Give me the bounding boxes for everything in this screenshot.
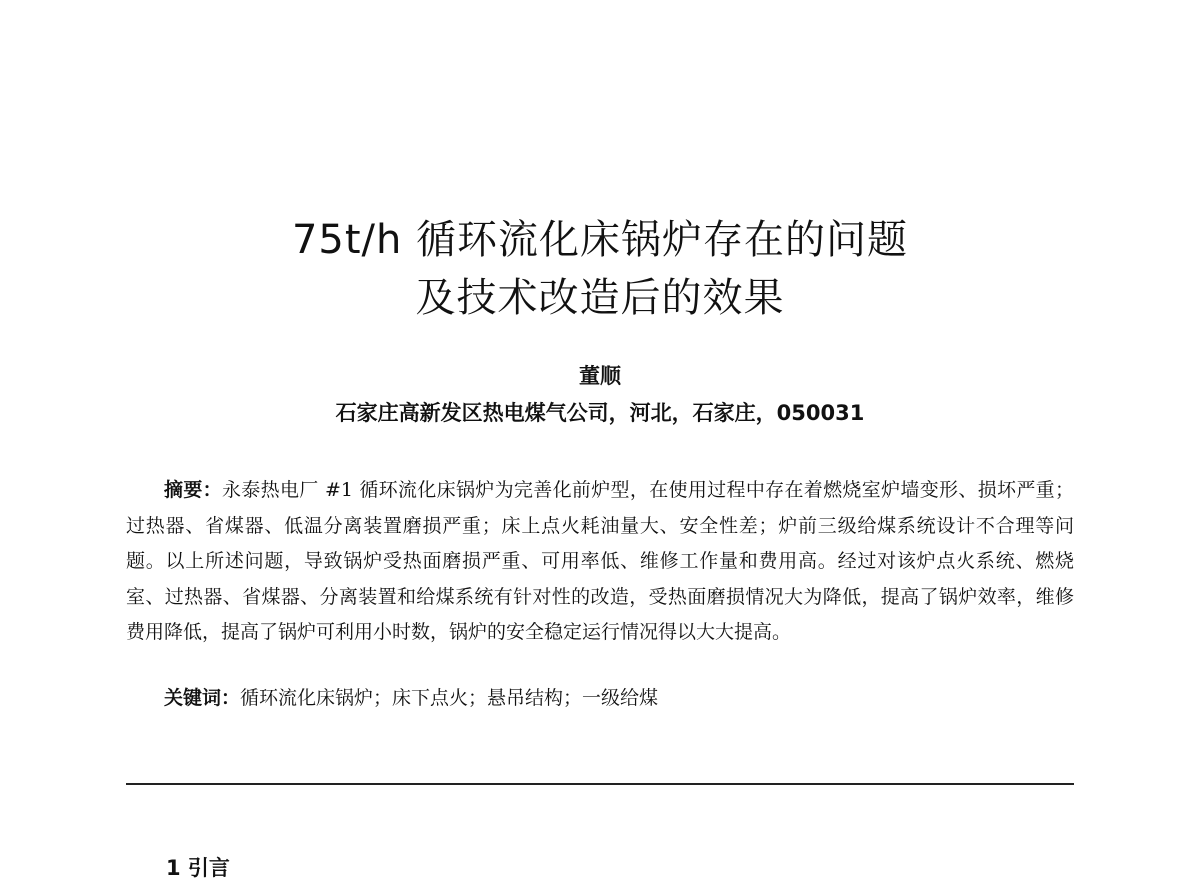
section-heading-introduction: 1 引言 <box>166 856 230 880</box>
keywords-text: 循环流化床锅炉；床下点火；悬吊结构；一级给煤 <box>240 687 659 709</box>
author-affiliation: 石家庄高新发区热电煤气公司，河北，石家庄，050031 <box>335 401 865 425</box>
keywords <box>164 689 1064 708</box>
section-divider <box>126 783 1074 785</box>
abstract <box>126 473 1074 651</box>
paper-title-line-1: 75t/h 循环流化床锅炉存在的问题 <box>291 217 909 263</box>
author-name: 董顺 <box>579 364 621 388</box>
paper-title-line-2: 及技术改造后的效果 <box>415 275 785 321</box>
keywords-label: 关键词： <box>164 687 241 709</box>
abstract-text: 永泰热电厂 #1 循环流化床锅炉为完善化前炉型，在使用过程中存在着燃烧室炉墙变形、损坏严重；过热器、省煤器、低温分离装置磨损严重；床上点火耗油量大、安全性差；炉前三级给煤系统设计不合理等问题。以上所述问题，导致锅炉受热面磨损严重、可用率低、维修工作量和费用高。经过对该炉点火系统、燃烧室、过热器、省煤器、分离装置和给煤系统有针对性的改造，受热面磨损情况大为降低，提高了锅炉效率，维修费用降低，提高了锅炉可利用小时数，锅炉的安全稳定运行情况得以大大提高。 <box>126 479 1074 643</box>
abstract-label: 摘要： <box>164 479 222 501</box>
